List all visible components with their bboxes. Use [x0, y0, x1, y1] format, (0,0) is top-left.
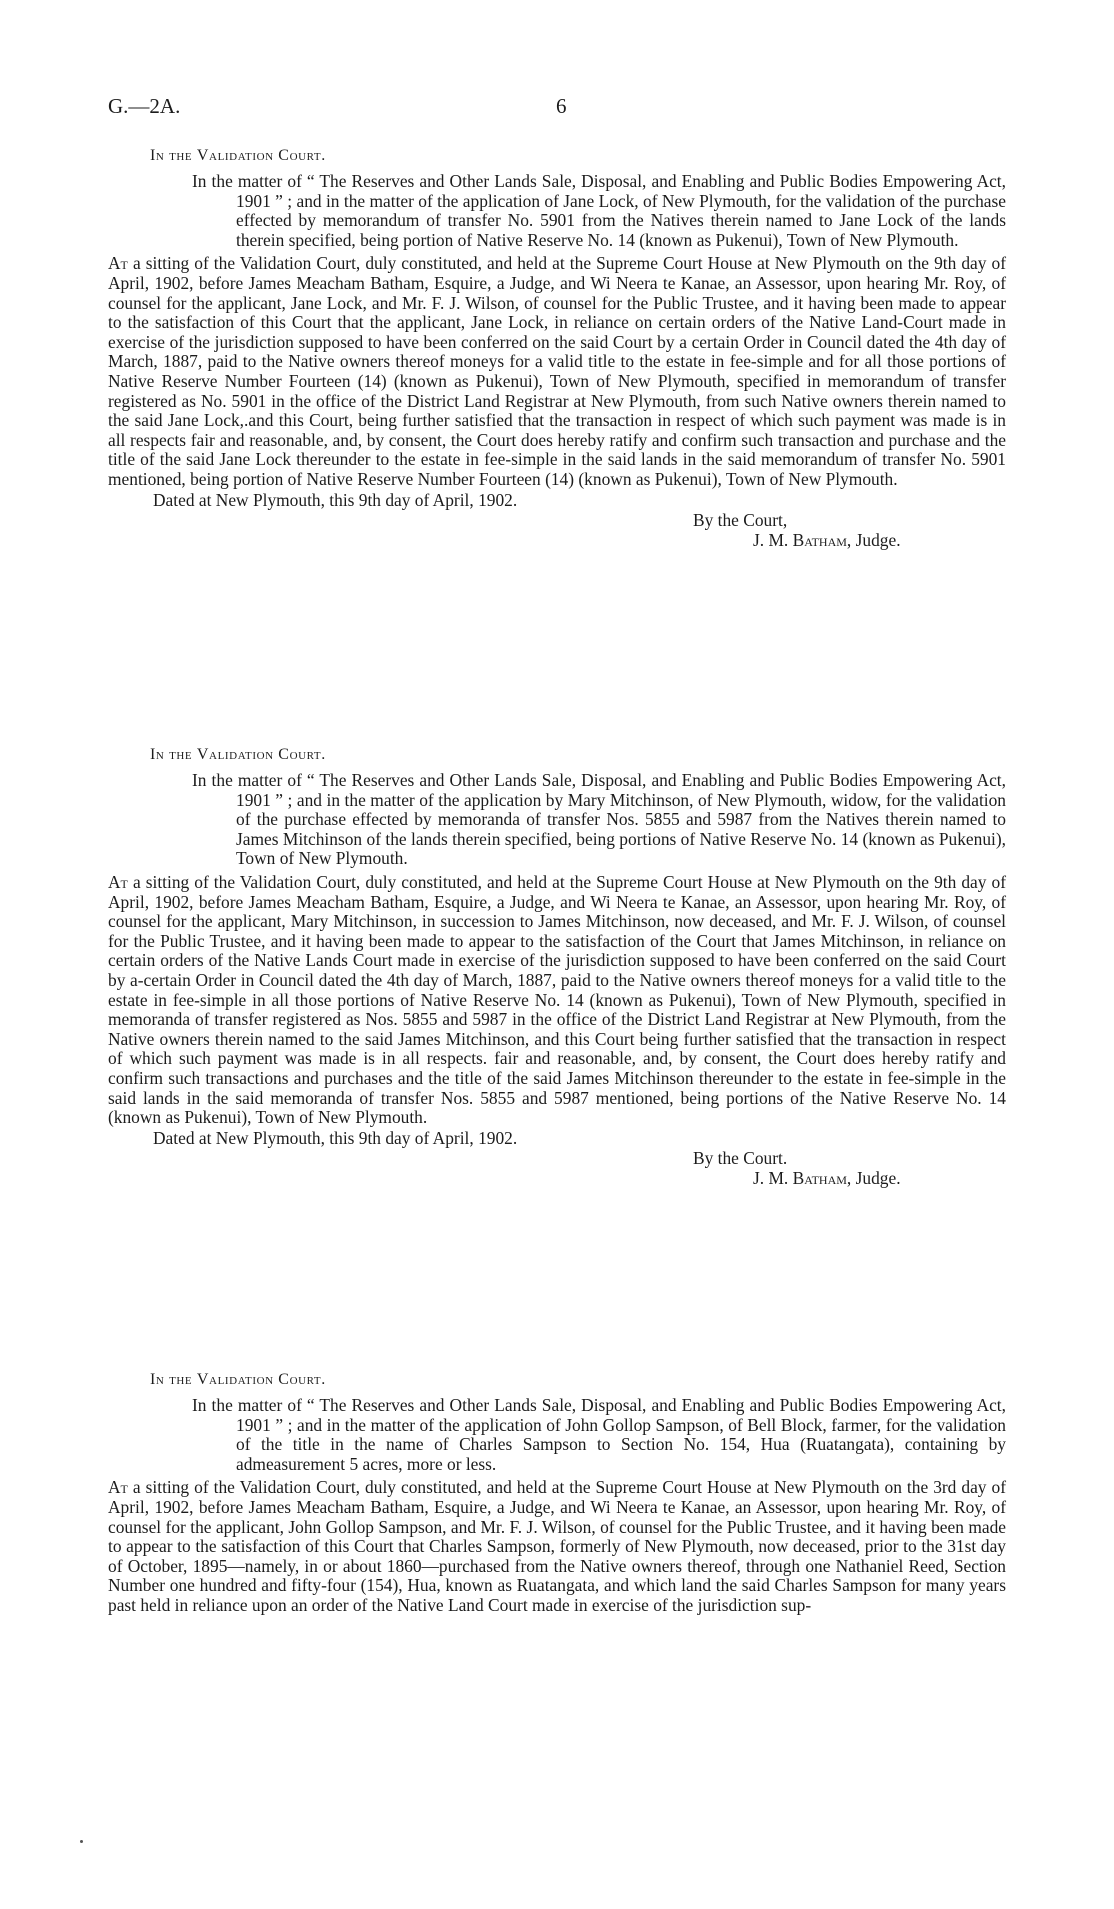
- order-text: a sitting of the Validation Court, duly constituted, and held at the Supreme Court House at New Plymouth on the 9th day of April, 1902, before James Meacham Batham, Esquire, a Judge, and Wi Neera te Kanae, an Assessor, upon hearing Mr. Roy, of counsel for the applicant, Jane Lock, and Mr. F. J. Wilson, of counsel for the Public Trustee, and it having been made to appear to the satisfaction of this Court that the applicant, Jane Lock, in reliance on certain orders of the Native Land-Court made in exercise of the jurisdiction supposed to have been conferred on the said Court by a certain Order in Council dated the 4th day of March, 1887, paid to the Native owners thereof moneys for a valid title to the estate in fee-simple and for all those portions of Native Reserve Number Fourteen (14) (known as Pukenui), Town of New Plymouth, specified in memorandum of transfer registered as No. 5901 in the office of the District Land Registrar at New Plymouth, from such Native owners therein named to the said Jane Lock,.and this Court, being further satisfied that the transaction in respect of which such payment was made is in all respects fair and reasonable, and, by consent, the Court does hereby ratify and confirm such transaction and purchase and the title of the said Jane Lock thereunder to the estate in fee-simple in the said lands in the said memorandum of transfer No. 5901 mentioned, being portion of Native Reserve Number Fourteen (14) (known as Pukenui), Town of New Plymouth.: [108, 253, 1006, 489]
- order-lead: At: [108, 253, 128, 274]
- dated-line: Dated at New Plymouth, this 9th day of April, 1902.: [153, 489, 518, 510]
- scan-speck: [80, 1840, 83, 1843]
- court-heading-name: Validation Court.: [196, 746, 326, 763]
- signature-block: [693, 1148, 1006, 1188]
- matter-paragraph: In the matter of “ The Reserves and Other Lands Sale, Disposal, and Enabling and Public Bodies Empowering Act, 1901 ” ; and in the matter of the application of John Gollop Sampson, of Bell Block, farmer, for the validation of the title in the name of Charles Sampson to Section No. 154, Hua (Ruatangata), containing by admeasurement 5 acres, more or less.: [192, 1395, 1006, 1474]
- order-text: a sitting of the Validation Court, duly constituted, and held at the Supreme Court House at New Plymouth on the 9th day of April, 1902, before James Meacham Batham, Esquire, a Judge, and Wi Neera te Kanae, an Assessor, upon hearing Mr. Roy, of counsel for the applicant, Mary Mitchinson, in succession to James Mitchinson, now deceased, and Mr. F. J. Wilson, of counsel for the Public Trustee, and it having been made to appear to the satisfaction of the Court that James Mitchinson, in reliance on certain orders of the Native Lands Court made in exercise of the jurisdiction supposed to have been conferred on the said Court by a-certain Order in Council dated the 4th day of March, 1887, paid to the Native owners thereof moneys for a valid title to the estate in fee-simple in all those portions of Native Reserve No. 14 (known as Pukenui), Town of New Plymouth, specified in memoranda of transfer registered as Nos. 5855 and 5987 in the office of the District Land Registrar at New Plymouth, from the Native owners therein named to the said James Mitchinson, and this Court being further satisfied that the transaction in respect of which such payment was made is in all respects. fair and reasonable, and, by consent, the Court does hereby ratify and confirm such transactions and purchases and the title of the said James Mitchinson thereunder to the estate in fee-simple in the said lands in the said memoranda of transfer Nos. 5855 and 5987 mentioned, being portions of the Native Reserve No. 14 (known as Pukenui), Town of New Plymouth.: [108, 871, 1006, 1128]
- court-heading-name: Validation Court.: [196, 1371, 326, 1388]
- signature-by: By the Court,: [693, 509, 788, 530]
- signature-block: [693, 510, 1006, 550]
- court-heading: [150, 146, 1006, 166]
- section-jane-lock: [108, 146, 1006, 550]
- page-header: [108, 94, 1006, 128]
- matter-paragraph: In the matter of “ The Reserves and Other Lands Sale, Disposal, and Enabling and Public Bodies Empowering Act, 1901 ” ; and in the matter of the application by Mary Mitchinson, of New Plymouth, widow, for the validation of the purchase effected by memoranda of transfer Nos. 5855 and 5987 from the Natives therein named to James Mitchinson of the lands therein specified, being portions of Native Reserve No. 14 (known as Pukenui), Town of New Plymouth.: [192, 770, 1006, 869]
- order-lead: At: [108, 871, 128, 892]
- signature-initials: J. M.: [753, 529, 789, 550]
- court-heading-name: Validation Court.: [196, 147, 326, 164]
- court-heading: [150, 745, 1006, 765]
- signature-name: [693, 530, 1006, 550]
- dated-line: Dated at New Plymouth, this 9th day of April, 1902.: [153, 1127, 518, 1148]
- page-code: G.—2A.: [108, 94, 181, 118]
- section-mary-mitchinson: [108, 745, 1006, 1188]
- court-heading-prefix: In the: [150, 147, 193, 164]
- court-heading-prefix: In the: [150, 746, 193, 763]
- matter-paragraph: In the matter of “ The Reserves and Other Lands Sale, Disposal, and Enabling and Public Bodies Empowering Act, 1901 ” ; and in the matter of the application of Jane Lock, of New Plymouth, for the validation of the purchase effected by memorandum of transfer No. 5901 from the Natives therein named to Jane Lock of the lands therein specified, being portion of Native Reserve No. 14 (known as Pukenui), Town of New Plymouth.: [192, 171, 1006, 250]
- order-paragraph: [108, 1478, 1006, 1615]
- order-paragraph: [108, 254, 1006, 489]
- signature-title: , Judge.: [846, 529, 901, 550]
- court-heading-prefix: In the: [150, 1371, 193, 1388]
- order-lead: At: [108, 1477, 128, 1498]
- section-john-sampson: [108, 1370, 1006, 1616]
- signature-by: By the Court.: [693, 1147, 788, 1168]
- court-heading: [150, 1370, 1006, 1390]
- signature-surname: Batham: [792, 529, 847, 550]
- signature-surname: Batham: [792, 1167, 847, 1188]
- order-paragraph: [108, 873, 1006, 1128]
- signature-name: [693, 1168, 1006, 1188]
- signature-initials: J. M.: [753, 1167, 789, 1188]
- page-number: 6: [556, 94, 567, 118]
- order-text: a sitting of the Validation Court, duly constituted, and held at the Supreme Court House at New Plymouth on the 3rd day of April, 1902, before James Meacham Batham, Esquire, a Judge, and Wi Neera te Kanae, an Assessor, upon hearing Mr. Roy, of counsel for the applicant, John Gollop Sampson, and Mr. F. J. Wilson, of counsel for the Public Trustee, and it having been made to appear to the satisfaction of this Court that Charles Sampson, formerly of New Plymouth, now deceased, prior to the 31st day of October, 1895—namely, in or about 1860—purchased from the Native owners thereof, through one Nathaniel Reed, Section Number one hundred and fifty-four (154), Hua, known as Ruatangata, and which land the said Charles Sampson for many years past held in reliance upon an order of the Native Land Court made in exercise of the jurisdiction sup-: [108, 1477, 1006, 1615]
- signature-title: , Judge.: [846, 1167, 901, 1188]
